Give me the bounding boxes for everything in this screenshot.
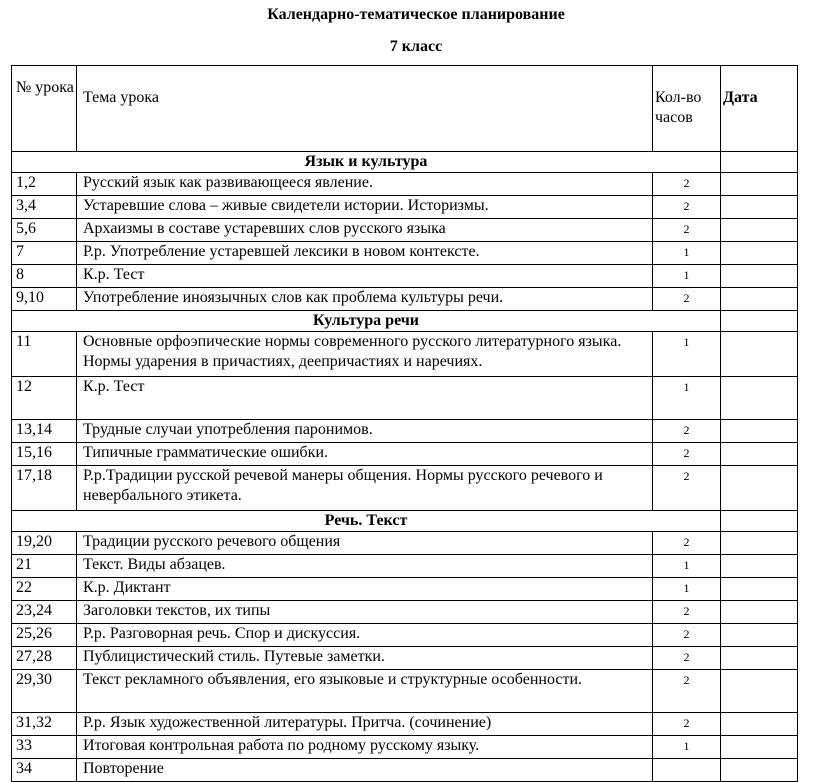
lesson-hours: 2: [653, 670, 721, 713]
date-cell: [721, 196, 798, 219]
lesson-row: [12, 578, 798, 601]
lesson-topic: К.р. Диктант: [77, 578, 653, 601]
lesson-hours: 2: [653, 443, 721, 466]
lesson-row: [12, 532, 798, 555]
lesson-number: 12: [12, 377, 77, 420]
lesson-number: 13,14: [12, 420, 77, 443]
lesson-topic: Публицистический стиль. Путевые заметки.: [77, 647, 653, 670]
lesson-row: [12, 420, 798, 443]
section-row: [12, 311, 798, 332]
date-cell: [721, 265, 798, 288]
date-cell: [721, 578, 798, 601]
lesson-hours: 2: [653, 647, 721, 670]
section-row: [12, 152, 798, 173]
lesson-row: [12, 288, 798, 311]
lesson-number: 8: [12, 265, 77, 288]
lesson-row: [12, 219, 798, 242]
lesson-topic: Текст рекламного объявления, его языковые и структурные особенности.: [77, 670, 653, 713]
lesson-row: [12, 265, 798, 288]
lesson-hours: 1: [653, 265, 721, 288]
lesson-row: [12, 647, 798, 670]
lesson-row: [12, 377, 798, 420]
lesson-topic: Заголовки текстов, их типы: [77, 601, 653, 624]
lesson-number: 11: [12, 332, 77, 377]
lesson-number: 9,10: [12, 288, 77, 311]
date-cell: [721, 219, 798, 242]
lesson-hours: 2: [653, 466, 721, 511]
lesson-topic: Устаревшие слова – живые свидетели истории. Историзмы.: [77, 196, 653, 219]
lesson-number: 3,4: [12, 196, 77, 219]
lesson-number: 33: [12, 736, 77, 759]
lesson-hours: 1: [653, 377, 721, 420]
date-cell: [721, 532, 798, 555]
lesson-hours: 2: [653, 532, 721, 555]
lesson-topic: Традиции русского речевого общения: [77, 532, 653, 555]
section-title: Культура речи: [12, 311, 721, 332]
lesson-number: 27,28: [12, 647, 77, 670]
lesson-row: [12, 736, 798, 759]
lesson-row: [12, 601, 798, 624]
lesson-row: [12, 332, 798, 377]
lesson-hours: 1: [653, 242, 721, 265]
lesson-hours: 1: [653, 578, 721, 601]
date-cell: [721, 670, 798, 713]
lesson-row: [12, 670, 798, 713]
header-hours: Кол-во часов: [653, 66, 721, 152]
header-date: Дата: [721, 66, 798, 152]
date-cell: [721, 647, 798, 670]
lesson-number: 5,6: [12, 219, 77, 242]
lesson-row: [12, 196, 798, 219]
plan-table: [11, 65, 798, 782]
date-cell: [721, 759, 798, 782]
lesson-number: 7: [12, 242, 77, 265]
lesson-topic: Р.р. Употребление устаревшей лексики в новом контексте.: [77, 242, 653, 265]
lesson-hours: 2: [653, 624, 721, 647]
date-cell: [721, 713, 798, 736]
lesson-hours: 2: [653, 219, 721, 242]
lesson-topic: Трудные случаи употребления паронимов.: [77, 420, 653, 443]
lesson-topic: Р.р.Традиции русской речевой манеры общения. Нормы русского речевого и невербального этикета.: [77, 466, 653, 511]
lesson-topic: Текст. Виды абзацев.: [77, 555, 653, 578]
lesson-number: 17,18: [12, 466, 77, 511]
date-cell: [721, 242, 798, 265]
lesson-hours: 2: [653, 173, 721, 196]
lesson-topic: Русский язык как развивающееся явление.: [77, 173, 653, 196]
lesson-hours: 2: [653, 196, 721, 219]
lesson-hours: 2: [653, 288, 721, 311]
lesson-topic: Р.р. Разговорная речь. Спор и дискуссия.: [77, 624, 653, 647]
lesson-number: 34: [12, 759, 77, 782]
lesson-hours: 2: [653, 601, 721, 624]
lesson-topic: Итоговая контрольная работа по родному русскому языку.: [77, 736, 653, 759]
date-cell: [721, 420, 798, 443]
lesson-row: [12, 466, 798, 511]
lesson-topic: Архаизмы в составе устаревших слов русского языка: [77, 219, 653, 242]
lesson-row: [12, 624, 798, 647]
lesson-row: [12, 555, 798, 578]
lesson-hours: 2: [653, 713, 721, 736]
lesson-number: 31,32: [12, 713, 77, 736]
date-cell: [721, 511, 798, 532]
section-row: [12, 511, 798, 532]
lesson-row: [12, 242, 798, 265]
header-number: № урока: [12, 66, 77, 152]
lesson-hours: 1: [653, 736, 721, 759]
lesson-number: 21: [12, 555, 77, 578]
lesson-topic: Употребление иноязычных слов как проблема культуры речи.: [77, 288, 653, 311]
date-cell: [721, 601, 798, 624]
date-cell: [721, 555, 798, 578]
header-topic: Тема урока: [77, 66, 653, 152]
lesson-topic: К.р. Тест: [77, 377, 653, 420]
lesson-number: 19,20: [12, 532, 77, 555]
lesson-row: [12, 443, 798, 466]
section-title: Речь. Текст: [12, 511, 721, 532]
date-cell: [721, 288, 798, 311]
date-cell: [721, 443, 798, 466]
date-cell: [721, 173, 798, 196]
lesson-number: 23,24: [12, 601, 77, 624]
lesson-topic: Типичные грамматические ошибки.: [77, 443, 653, 466]
page-title: Календарно-тематическое планирование: [267, 6, 565, 23]
lesson-topic: Основные орфоэпические нормы современного русского литературного языка. Нормы ударения в причастиях, деепричастиях и наречиях.: [77, 332, 653, 377]
lesson-row: [12, 173, 798, 196]
lesson-number: 15,16: [12, 443, 77, 466]
date-cell: [721, 736, 798, 759]
date-cell: [721, 466, 798, 511]
lesson-topic: К.р. Тест: [77, 265, 653, 288]
lesson-number: 25,26: [12, 624, 77, 647]
lesson-number: 22: [12, 578, 77, 601]
lesson-topic: Повторение: [77, 759, 653, 782]
lesson-row: [12, 759, 798, 782]
lesson-hours: 2: [653, 420, 721, 443]
lesson-hours: 1: [653, 332, 721, 377]
date-cell: [721, 152, 798, 173]
date-cell: [721, 332, 798, 377]
date-cell: [721, 624, 798, 647]
section-title: Язык и культура: [12, 152, 721, 173]
lesson-number: 1,2: [12, 173, 77, 196]
date-cell: [721, 377, 798, 420]
date-cell: [721, 311, 798, 332]
lesson-row: [12, 713, 798, 736]
lesson-hours: 1: [653, 555, 721, 578]
header-row: [12, 66, 798, 152]
grade-subtitle: 7 класс: [389, 38, 443, 55]
plan-table-body: [12, 66, 798, 782]
lesson-topic: Р.р. Язык художественной литературы. Притча. (сочинение): [77, 713, 653, 736]
lesson-number: 29,30: [12, 670, 77, 713]
lesson-hours: [653, 759, 721, 782]
